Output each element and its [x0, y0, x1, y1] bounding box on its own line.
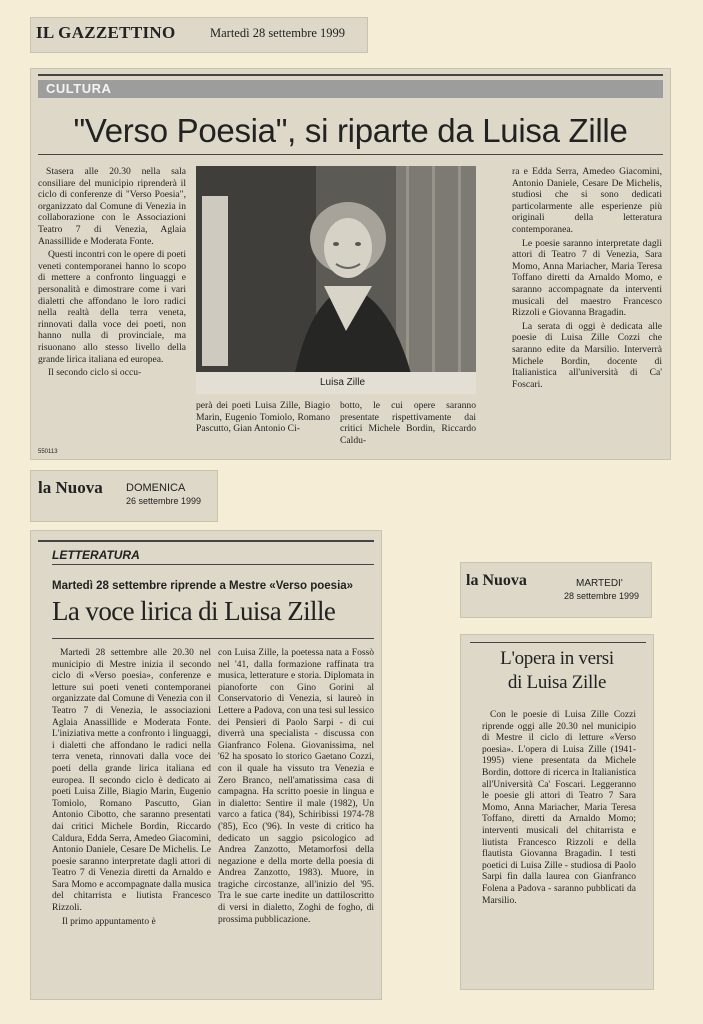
nuova-date: 26 settembre 1999 — [126, 496, 202, 506]
article-code: 550113 — [38, 449, 58, 455]
gazzettino-masthead: IL GAZZETTINO — [36, 23, 176, 42]
section-rule — [52, 564, 374, 565]
paragraph: perà dei poeti Luisa Zille, Biagio Marin, Eugenio Tomiolo, Romano Pascutto, Gian Antonio Ci- — [196, 400, 330, 435]
nuova-short-article-clip — [460, 634, 654, 990]
section-bar — [38, 80, 663, 98]
portrait-photo — [196, 166, 476, 394]
nuova-masthead-clip-tuesday — [460, 562, 652, 618]
headline: "Verso Poesia", si riparte da Luisa Zille — [73, 112, 628, 149]
top-rule — [38, 540, 374, 542]
headline: La voce lirica di Luisa Zille — [52, 596, 336, 626]
article-column-3 — [340, 400, 476, 448]
paragraph: Stasera alle 20.30 nella sala consiliare del municipio riprenderà il ciclo di conferenze di "Verso Poesia", organizzato dal Comune di Venezia in collaborazione con le Associazioni Teatro 7 di Venezia, Aglaia Anassillide e Moderata Fonte. — [38, 166, 186, 247]
nuova-article-clip — [30, 530, 382, 1000]
photo-caption: Luisa Zille — [320, 377, 366, 388]
photo-image — [196, 166, 476, 394]
headline-rule — [52, 638, 374, 639]
article-column-1 — [52, 648, 211, 930]
headline-line-1: L'opera in versi — [500, 648, 614, 669]
headline-rule — [38, 154, 663, 155]
article-column-2 — [196, 400, 330, 437]
headline-line-2: di Luisa Zille — [507, 672, 607, 693]
paragraph: botto, le cui opere saranno presentate rispettivamente dai critici Michele Bordin, Riccardo Caldu- — [340, 400, 476, 446]
paragraph: La serata di oggi è dedicata alle poesie di Luisa Zille Cozzi che saranno edite da Marsilio. Interverrà Michele Bordin, docente di Italianistica all'università di Ca' Foscari. — [512, 320, 662, 390]
article-column-1 — [38, 166, 186, 381]
paragraph: con Luisa Zille, la poetessa nata a Fossò nel '41, dalla formazione raffinata tra musica, letterature e storia. Diplomata in pianoforte con Gino Gorini al Conservatorio di Venezia, si laureò in Lettere a Padova, con una tesi sul lessico dei Pensieri di Paolo Sarpi - di cui diverrà una specialista - discussa con Gianfranco Folena. Giovanissima, nel '62 ha sposato lo storico Gaetano Cozzi, con il quale ha vissuto tra Venezia e Zero Branco, nell'amatissima casa di campagna. Ha scritto poesie in lingua e in dialetto: Sentire il male (1982), Un varco a fatica ('84), Schiribissi 1974-78 ('85), Eco ('96). In veste di critico ha dedicato un saggio psicologico ad Andrea Zanzotto, Metamorfosi della negazione e della morte della poesia di Andrea Zanzotto, 1983). Muore, in tragiche circostanze, all'inizio del '95. Tra le sue carte inedite un dattiloscritto di versi in dialetto, Zoghi de fogho, di prossima pubblicazione. — [218, 648, 374, 925]
section-label: LETTERATURA — [52, 548, 140, 562]
nuova-day: DOMENICA — [126, 482, 186, 494]
photo-caption-band — [196, 372, 476, 394]
nuova-day: MARTEDI' — [576, 578, 623, 589]
article-body — [482, 710, 636, 909]
paragraph: Martedì 28 settembre alle 20.30 nel municipio di Mestre inizia il secondo ciclo di «Verso poesia», conferenze e letture sui poeti veneti contemporanei organizzate dal Comune di Venezia con il Teatro 7 di Venezia, le associazioni Aglaia Anassillide e Moderata Fonte. L'iniziativa mette a confronto i linguaggi, i dialetti che affondano le radici nella terra veneta, rinnovati dalla voce dei poeti della grande lirica italiana ed europea. Il secondo ciclo è dedicato ai poeti Luisa Zille, Biagio Marin, Eugenio Tomiolo, Romano Pascutto, Gian Antonio Cibotto, che saranno presentati dai critici Michele Bordin, Riccardo Caldura, Edda Serra, Amedeo Giacomini, Antonio Daniele, Cesare De Michelis. Le poesie saranno interpretate dagli attori di Teatro 7 di Venezia diretti da Arnaldo e Sara Momo e accompagnate dalla musica del chitarrista e liutista Francesco Rizzoli. — [52, 648, 211, 914]
nuova-masthead-clip-sunday — [30, 470, 218, 522]
gazzettino-masthead-clip — [30, 17, 368, 53]
top-rule — [38, 74, 663, 76]
top-rule — [470, 642, 646, 643]
paragraph: Il primo appuntamento è — [62, 916, 156, 927]
article-column-2 — [218, 648, 374, 928]
gazzettino-date: Martedì 28 settembre 1999 — [210, 26, 346, 40]
paragraph: Con le poesie di Luisa Zille Cozzi riprende oggi alle 20.30 nel municipio di Mestre il ciclo di letture «Verso poesia». L'opera di Luisa Zille (1941-1995) viene presentata da Michele Bordin, dottore di ricerca in Italianistica all'Università Ca' Foscari. Leggeranno le poesie gli attori di Teatro 7 Sara Momo, Anna Mariacher, Maria Teresa Toffano, diretti da Arnaldo Momo; interventi musicali del chitarrista e liutista Francesco Rizzoli e della flautista Giovanna Bragadin. I testi poetici di Luisa Zille - studiosa di Paolo Sarpi fin dalla laurea con Gianfranco Folena a Padova - saranno pubblicati da Marsilio. — [482, 710, 636, 906]
nuova-masthead: la Nuova — [38, 478, 103, 497]
kicker: Martedì 28 settembre riprende a Mestre «Verso poesia» — [52, 580, 354, 592]
nuova-date: 28 settembre 1999 — [564, 591, 640, 601]
paragraph: ra e Edda Serra, Amedeo Giacomini, Antonio Daniele, Cesare De Michelis, studiosi che si sono dedicati particolarmente alle esperienze più originali della letteratura contemporanea. — [512, 166, 662, 235]
section-label: CULTURA — [46, 81, 112, 96]
gazzettino-article-clip — [30, 68, 671, 460]
paragraph: Il secondo ciclo si occu- — [48, 367, 142, 379]
paragraph: Questi incontri con le opere di poeti veneti contemporanei hanno lo scopo di mettere a confronto linguaggi e personalità e dimostrare come i vari dialetti che affondano le loro radici nella realtà della terra veneta, rinnovati dalla voce dei poeti, non hanno nulla di provinciale, ma risuonano allo stesso livello della grande lirica italiana ed europea. — [38, 249, 187, 365]
nuova-masthead: la Nuova — [466, 572, 527, 589]
paragraph: Le poesie saranno interpretate dagli attori di Teatro 7 di Venezia, Sara Momo, Anna Mariacher, Maria Teresa Toffano diretti da Arnaldo Momo, e saranno accompagnate da interventi musicali del maestro Francesco Rizzoli e Giovanna Bragadin. — [512, 237, 662, 319]
article-column-4 — [512, 166, 662, 392]
